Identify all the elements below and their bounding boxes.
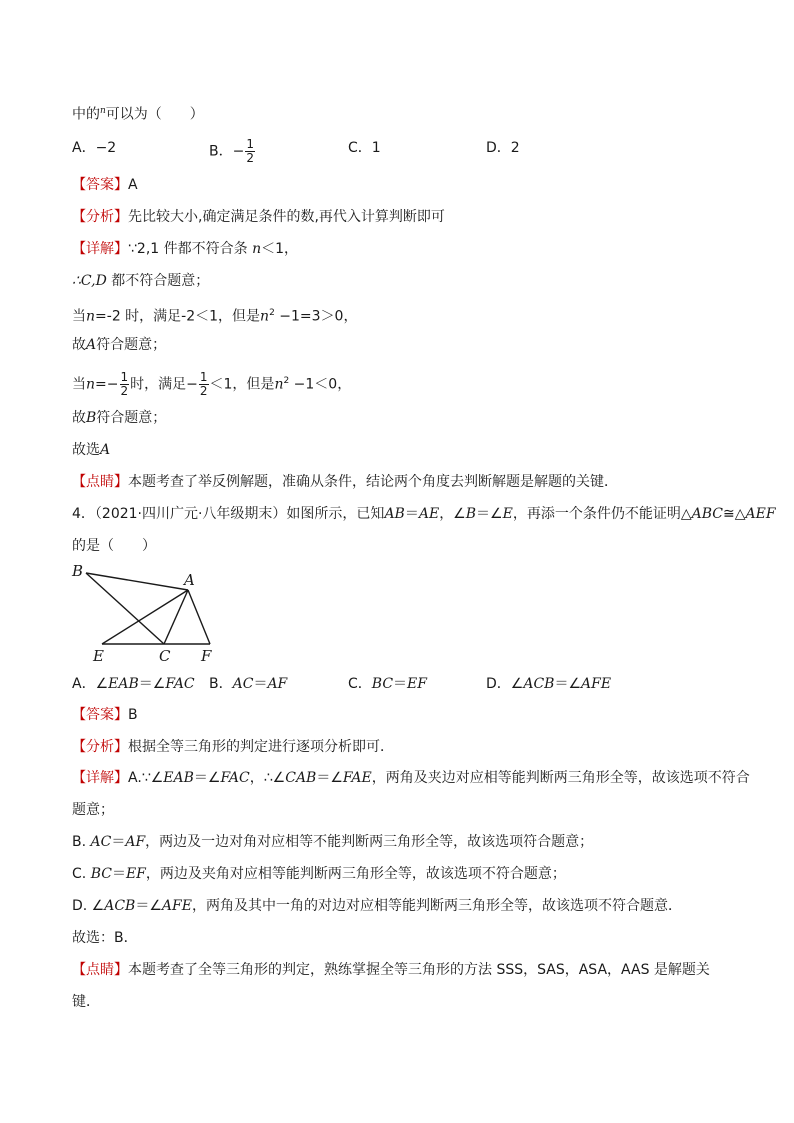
exponent: 2 (269, 308, 275, 318)
text-span: 故选 (72, 442, 100, 458)
fraction-numerator: 1 (246, 137, 254, 151)
math-var: AF (125, 834, 146, 850)
text-span: ≅△ (723, 506, 746, 522)
answer-tag: 【答案】 (72, 177, 128, 193)
math-var: AB (384, 506, 405, 522)
q4-comment (72, 960, 710, 980)
analysis-tag: 【分析】 (72, 209, 128, 225)
comment-text: 本题考查了全等三角形的判定，熟练掌握全等三角形的方法 SSS，SAS，ASA，AAS 是解题关 (128, 962, 710, 978)
label-A: A (184, 571, 195, 589)
q3-option-b-fraction (245, 138, 255, 165)
text-span: ，∴∠ (249, 770, 286, 786)
math-var: n (252, 241, 262, 257)
q4-detail-line-c (72, 864, 566, 884)
math-var: FAC (220, 770, 250, 786)
q3-stem-pre: 中的 (72, 106, 100, 123)
q4-comment-cont: 键． (72, 994, 100, 1010)
text-span: ＝ (404, 506, 419, 522)
math-var: BC (371, 676, 394, 692)
segment-EA (102, 590, 188, 644)
q3-stem (72, 101, 204, 125)
q4-option-d (486, 674, 611, 694)
math-var: E (502, 506, 513, 522)
text-span: ，两角及夹边对应相等能判断两三角形全等，故该选项不符合 (371, 770, 750, 786)
q4-analysis (72, 737, 394, 757)
q3-detail-line-1 (72, 239, 298, 259)
comment-tag: 【点睛】 (72, 962, 128, 978)
text-span: 故 (72, 337, 86, 353)
text-span: =-2 时，满足-2＜1，但是 (95, 308, 261, 325)
math-var: AFE (161, 898, 192, 914)
fraction-denominator: 2 (246, 151, 254, 165)
text-span: C. (72, 866, 91, 882)
q4-detail-line-b (72, 832, 593, 852)
math-var: EAB (163, 770, 194, 786)
text-span: ，两边及一边对角对应相等不能判断两三角形全等，故该选项符合题意； (145, 834, 594, 850)
q4-option-a (72, 674, 195, 694)
answer-tag: 【答案】 (72, 707, 128, 723)
math-var: n (274, 376, 284, 393)
label-B: B (72, 562, 84, 580)
math-var: CAB (285, 770, 317, 786)
fraction-denominator: 2 (199, 384, 208, 399)
q3-detail-line-3 (72, 303, 357, 327)
option-label: A．∠ (72, 676, 109, 692)
q3-detail-line-2 (72, 271, 209, 291)
text-span: ＝∠ (554, 676, 582, 692)
analysis-text: 根据全等三角形的判定进行逐项分析即可． (128, 739, 394, 755)
detail-tag: 【详解】 (72, 241, 128, 257)
text-span: ＝ (111, 834, 126, 850)
q3-option-b-sign: − (232, 143, 245, 160)
text-span: ＜1， (261, 241, 299, 257)
q3-detail-line-7 (72, 440, 110, 460)
exponent: 2 (283, 376, 290, 386)
math-var: AC (90, 834, 112, 850)
text-span: 都不符合题意； (106, 273, 210, 289)
segment-AF (188, 590, 210, 644)
text-span: 时，满足− (130, 376, 198, 393)
math-var: EF (407, 676, 427, 692)
q4-detail-line-a (72, 768, 750, 788)
q4-stem-line-2: 的是（ ） (72, 538, 156, 554)
text-span: ∵2,1 件都不符合条 (128, 241, 253, 257)
q3-stem-var: n (100, 106, 106, 116)
text-span: ＝∠ (316, 770, 343, 786)
math-var: ACB (523, 676, 555, 692)
text-span: ＜1，但是 (209, 376, 275, 393)
math-var: ∴C,D (72, 273, 107, 289)
text-span: 4．（2021·四川广元·八年级期末）如图所示，已知 (72, 506, 385, 522)
math-var: ACB (104, 898, 136, 914)
math-var: A (100, 442, 111, 458)
math-var: n (86, 376, 96, 393)
text-span: −1＜0， (289, 376, 352, 393)
q3-option-b (209, 138, 256, 165)
text-span: =− (95, 376, 119, 393)
q3-option-a: A．−2 (72, 140, 117, 156)
label-C: C (159, 647, 171, 665)
text-span: ＝∠ (138, 676, 166, 692)
q4-detail-line-d (72, 896, 682, 916)
math-var: A (86, 337, 97, 353)
math-var: n (260, 308, 270, 325)
math-var: FAC (165, 676, 195, 692)
text-span: ＝ (253, 676, 268, 692)
text-span: A.∵∠ (128, 770, 164, 786)
q3-stem-post: 可以为（ ） (105, 106, 204, 123)
q4-option-b (209, 674, 287, 694)
math-var: AFE (581, 676, 612, 692)
option-label: D．∠ (486, 676, 524, 692)
option-label: C． (348, 676, 372, 692)
fraction (120, 371, 130, 398)
q3-detail-line-6 (72, 408, 166, 428)
analysis-tag: 【分析】 (72, 739, 128, 755)
text-span: ＝∠ (476, 506, 503, 522)
q3-option-d: D．2 (486, 140, 520, 156)
math-var: B (465, 506, 477, 522)
text-span: ＝∠ (193, 770, 221, 786)
math-var: EF (125, 866, 146, 882)
q4-option-c (348, 674, 427, 694)
comment-tag: 【点睛】 (72, 474, 128, 490)
text-span: ＝∠ (135, 898, 162, 914)
fraction-denominator: 2 (120, 384, 129, 399)
text-span: 当 (72, 376, 86, 393)
text-span: ，∠ (439, 506, 466, 522)
text-span: ，两边及夹角对应相等能判断两三角形全等，故该选项不符合题意； (145, 866, 566, 882)
fraction-numerator: 1 (199, 370, 208, 385)
math-var: ABC (691, 506, 723, 522)
text-span: B. (72, 834, 91, 850)
math-var: B (86, 410, 97, 426)
math-var: AF (267, 676, 288, 692)
analysis-text: 先比较大小,确定满足条件的数,再代入计算判断即可 (128, 209, 445, 225)
q3-detail-line-4 (72, 335, 166, 355)
text-span: ，再添一个条件仍不能证明△ (512, 506, 692, 522)
text-span: ，两角及其中一角的对边对应相等能判断两三角形全等，故该选项不符合题意． (191, 898, 682, 914)
q4-detail-line-a-cont: 题意； (72, 802, 114, 818)
q3-option-b-label: B． (209, 143, 233, 160)
q3-answer (72, 175, 138, 195)
q4-stem-line-1 (72, 504, 776, 524)
answer-text: B (128, 707, 138, 723)
label-F: F (201, 647, 212, 665)
math-var: AC (232, 676, 254, 692)
text-span: −1=3＞0， (274, 308, 358, 325)
text-span: D. ∠ (72, 898, 105, 914)
math-var: FAE (342, 770, 372, 786)
text-span: ＝ (393, 676, 408, 692)
math-var: AEF (745, 506, 776, 522)
math-var: EAB (108, 676, 139, 692)
text-span: ＝ (111, 866, 126, 882)
fraction (199, 371, 209, 398)
text-span: 符合题意； (96, 410, 167, 426)
text-span: 符合题意； (96, 337, 167, 353)
q3-detail-line-5 (72, 371, 351, 398)
text-span: 故 (72, 410, 86, 426)
math-var: n (86, 308, 96, 325)
comment-text: 本题考查了举反例解题，准确从条件，结论两个角度去判断解题是解题的关键． (128, 474, 618, 490)
math-var: AE (418, 506, 440, 522)
q3-analysis (72, 207, 445, 227)
q3-option-c: C．1 (348, 140, 381, 156)
detail-tag: 【详解】 (72, 770, 128, 786)
math-var: BC (90, 866, 112, 882)
q4-detail-choice: 故选：B． (72, 930, 138, 946)
label-E: E (93, 647, 104, 665)
text-span: 当 (72, 308, 86, 325)
fraction-numerator: 1 (120, 370, 129, 385)
option-label: B． (209, 676, 233, 692)
q4-answer (72, 705, 138, 725)
q3-comment (72, 472, 618, 492)
triangle-figure (60, 560, 230, 670)
answer-text: A (128, 177, 138, 193)
